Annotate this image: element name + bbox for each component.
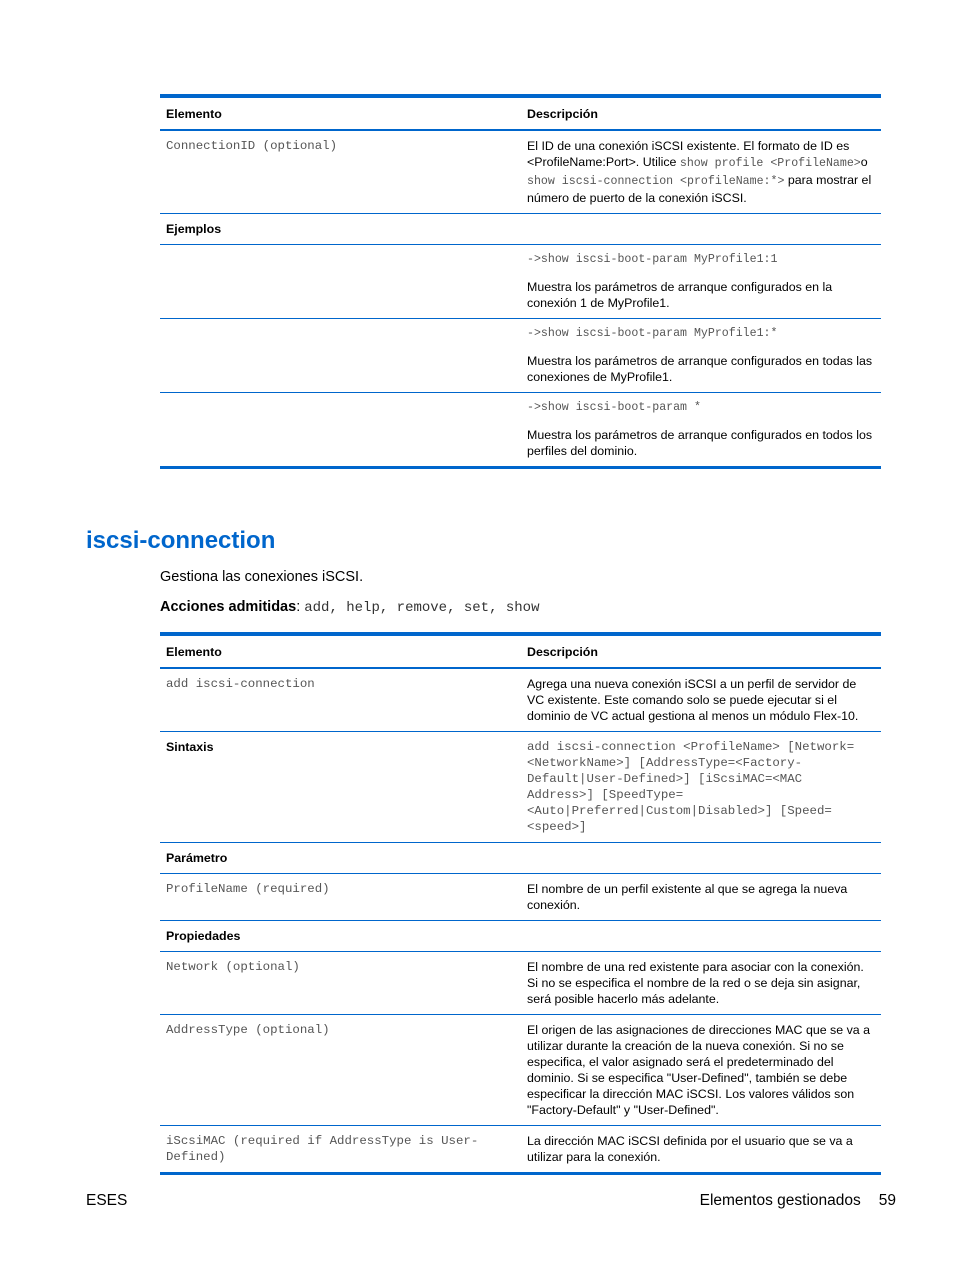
footer-locale: ESES [86, 1192, 128, 1209]
table-row [160, 245, 881, 319]
header-elemento: Elemento [160, 96, 521, 130]
section-label-parametro: Parámetro [160, 843, 521, 874]
table-row [160, 214, 881, 245]
example-description: Muestra los parámetros de arranque configurados en todas las conexiones de MyProfile1. [527, 354, 873, 384]
section-label-sintaxis: Sintaxis [160, 732, 521, 843]
header-descripcion: Descripción [521, 96, 881, 130]
table-row [160, 732, 881, 843]
section-intro: Gestiona las conexiones iSCSI. [160, 569, 364, 585]
example-command: ->show iscsi-boot-param MyProfile1:1 [527, 253, 778, 266]
element-add-command: add iscsi-connection [160, 668, 521, 732]
property-name: Network (optional) [160, 952, 521, 1015]
syntax-value: add iscsi-connection <ProfileName> [Network=<NetworkName>] [AddressType=<Factory-Default|User-Defined>] [iScsiMAC=<MAC Address>] [SpeedType=<Auto|Preferred|Custom|Disabled>] [Speed=<speed>] [521, 732, 881, 843]
table-row [160, 843, 881, 874]
property-description: El nombre de una red existente para asociar con la conexión. Si no se especifica el nombre de la red o se deja sin asignar, será posible hacerlo más adelante. [521, 952, 881, 1015]
table-row [160, 1015, 881, 1126]
table-row [160, 668, 881, 732]
param-description: El nombre de un perfil existente al que se agrega la nueva conexión. [521, 874, 881, 921]
example-cell [521, 319, 881, 393]
property-name: AddressType (optional) [160, 1015, 521, 1126]
header-elemento: Elemento [160, 634, 521, 668]
table-row [160, 319, 881, 393]
param-name: ProfileName (required) [160, 874, 521, 921]
section-label-ejemplos: Ejemplos [160, 214, 521, 245]
example-command: ->show iscsi-boot-param MyProfile1:* [527, 327, 778, 340]
table-row [160, 952, 881, 1015]
connectionid-description [521, 130, 881, 214]
table-row [160, 1126, 881, 1174]
example-description: Muestra los parámetros de arranque configurados en todos los perfiles del dominio. [527, 428, 873, 458]
footer-chapter [700, 1192, 896, 1210]
example-command: ->show iscsi-boot-param * [527, 401, 701, 414]
table-row [160, 130, 881, 214]
section-label-propiedades: Propiedades [160, 921, 521, 952]
footer-chapter-title: Elementos gestionados [699, 1192, 861, 1209]
table-connectionid [160, 94, 881, 469]
property-description: La dirección MAC iSCSI definida por el usuario que se va a utilizar para la conexión. [521, 1126, 881, 1174]
desc-code: show iscsi-connection <profileName:*> [527, 175, 785, 188]
table-row [160, 921, 881, 952]
table-row [160, 393, 881, 468]
add-description: Agrega una nueva conexión iSCSI a un perfil de servidor de VC existente. Este comando solo se puede ejecutar si el dominio de VC actual gestiona al menos un módulo Flex-10. [521, 668, 881, 732]
actions-label: Acciones admitidas [160, 599, 297, 615]
element-connectionid: ConnectionID (optional) [160, 130, 521, 214]
desc-text: El ID de una conexión iSCSI existente. El formato de ID es <ProfileName:Port>. Utilice [527, 139, 850, 169]
desc-text: o [860, 155, 868, 169]
property-name: iScsiMAC (required if AddressType is User-Defined) [160, 1126, 521, 1174]
example-cell [521, 393, 881, 468]
section-title: iscsi-connection [86, 527, 276, 554]
example-cell [521, 245, 881, 319]
supported-actions [160, 599, 540, 616]
desc-text: para mostrar el número de puerto de la conexión iSCSI. [527, 173, 872, 205]
table-row [160, 874, 881, 921]
table-iscsi-connection [160, 632, 881, 1175]
desc-code: show profile <ProfileName> [679, 157, 861, 170]
actions-separator: : [296, 599, 305, 615]
header-descripcion: Descripción [521, 634, 881, 668]
example-description: Muestra los parámetros de arranque configurados en la conexión 1 de MyProfile1. [527, 280, 833, 310]
page-number: 59 [878, 1192, 896, 1209]
actions-list: add, help, remove, set, show [304, 600, 540, 616]
property-description: El origen de las asignaciones de direcciones MAC que se va a utilizar durante la creación de la nueva conexión. Si no se especifica, el valor asignado será el predeterminado del dominio. Si se especifica "User-Defined", también se debe especificar la dirección MAC iSCSI. Los valores válidos son "Factory-Default" y "User-Defined". [521, 1015, 881, 1126]
